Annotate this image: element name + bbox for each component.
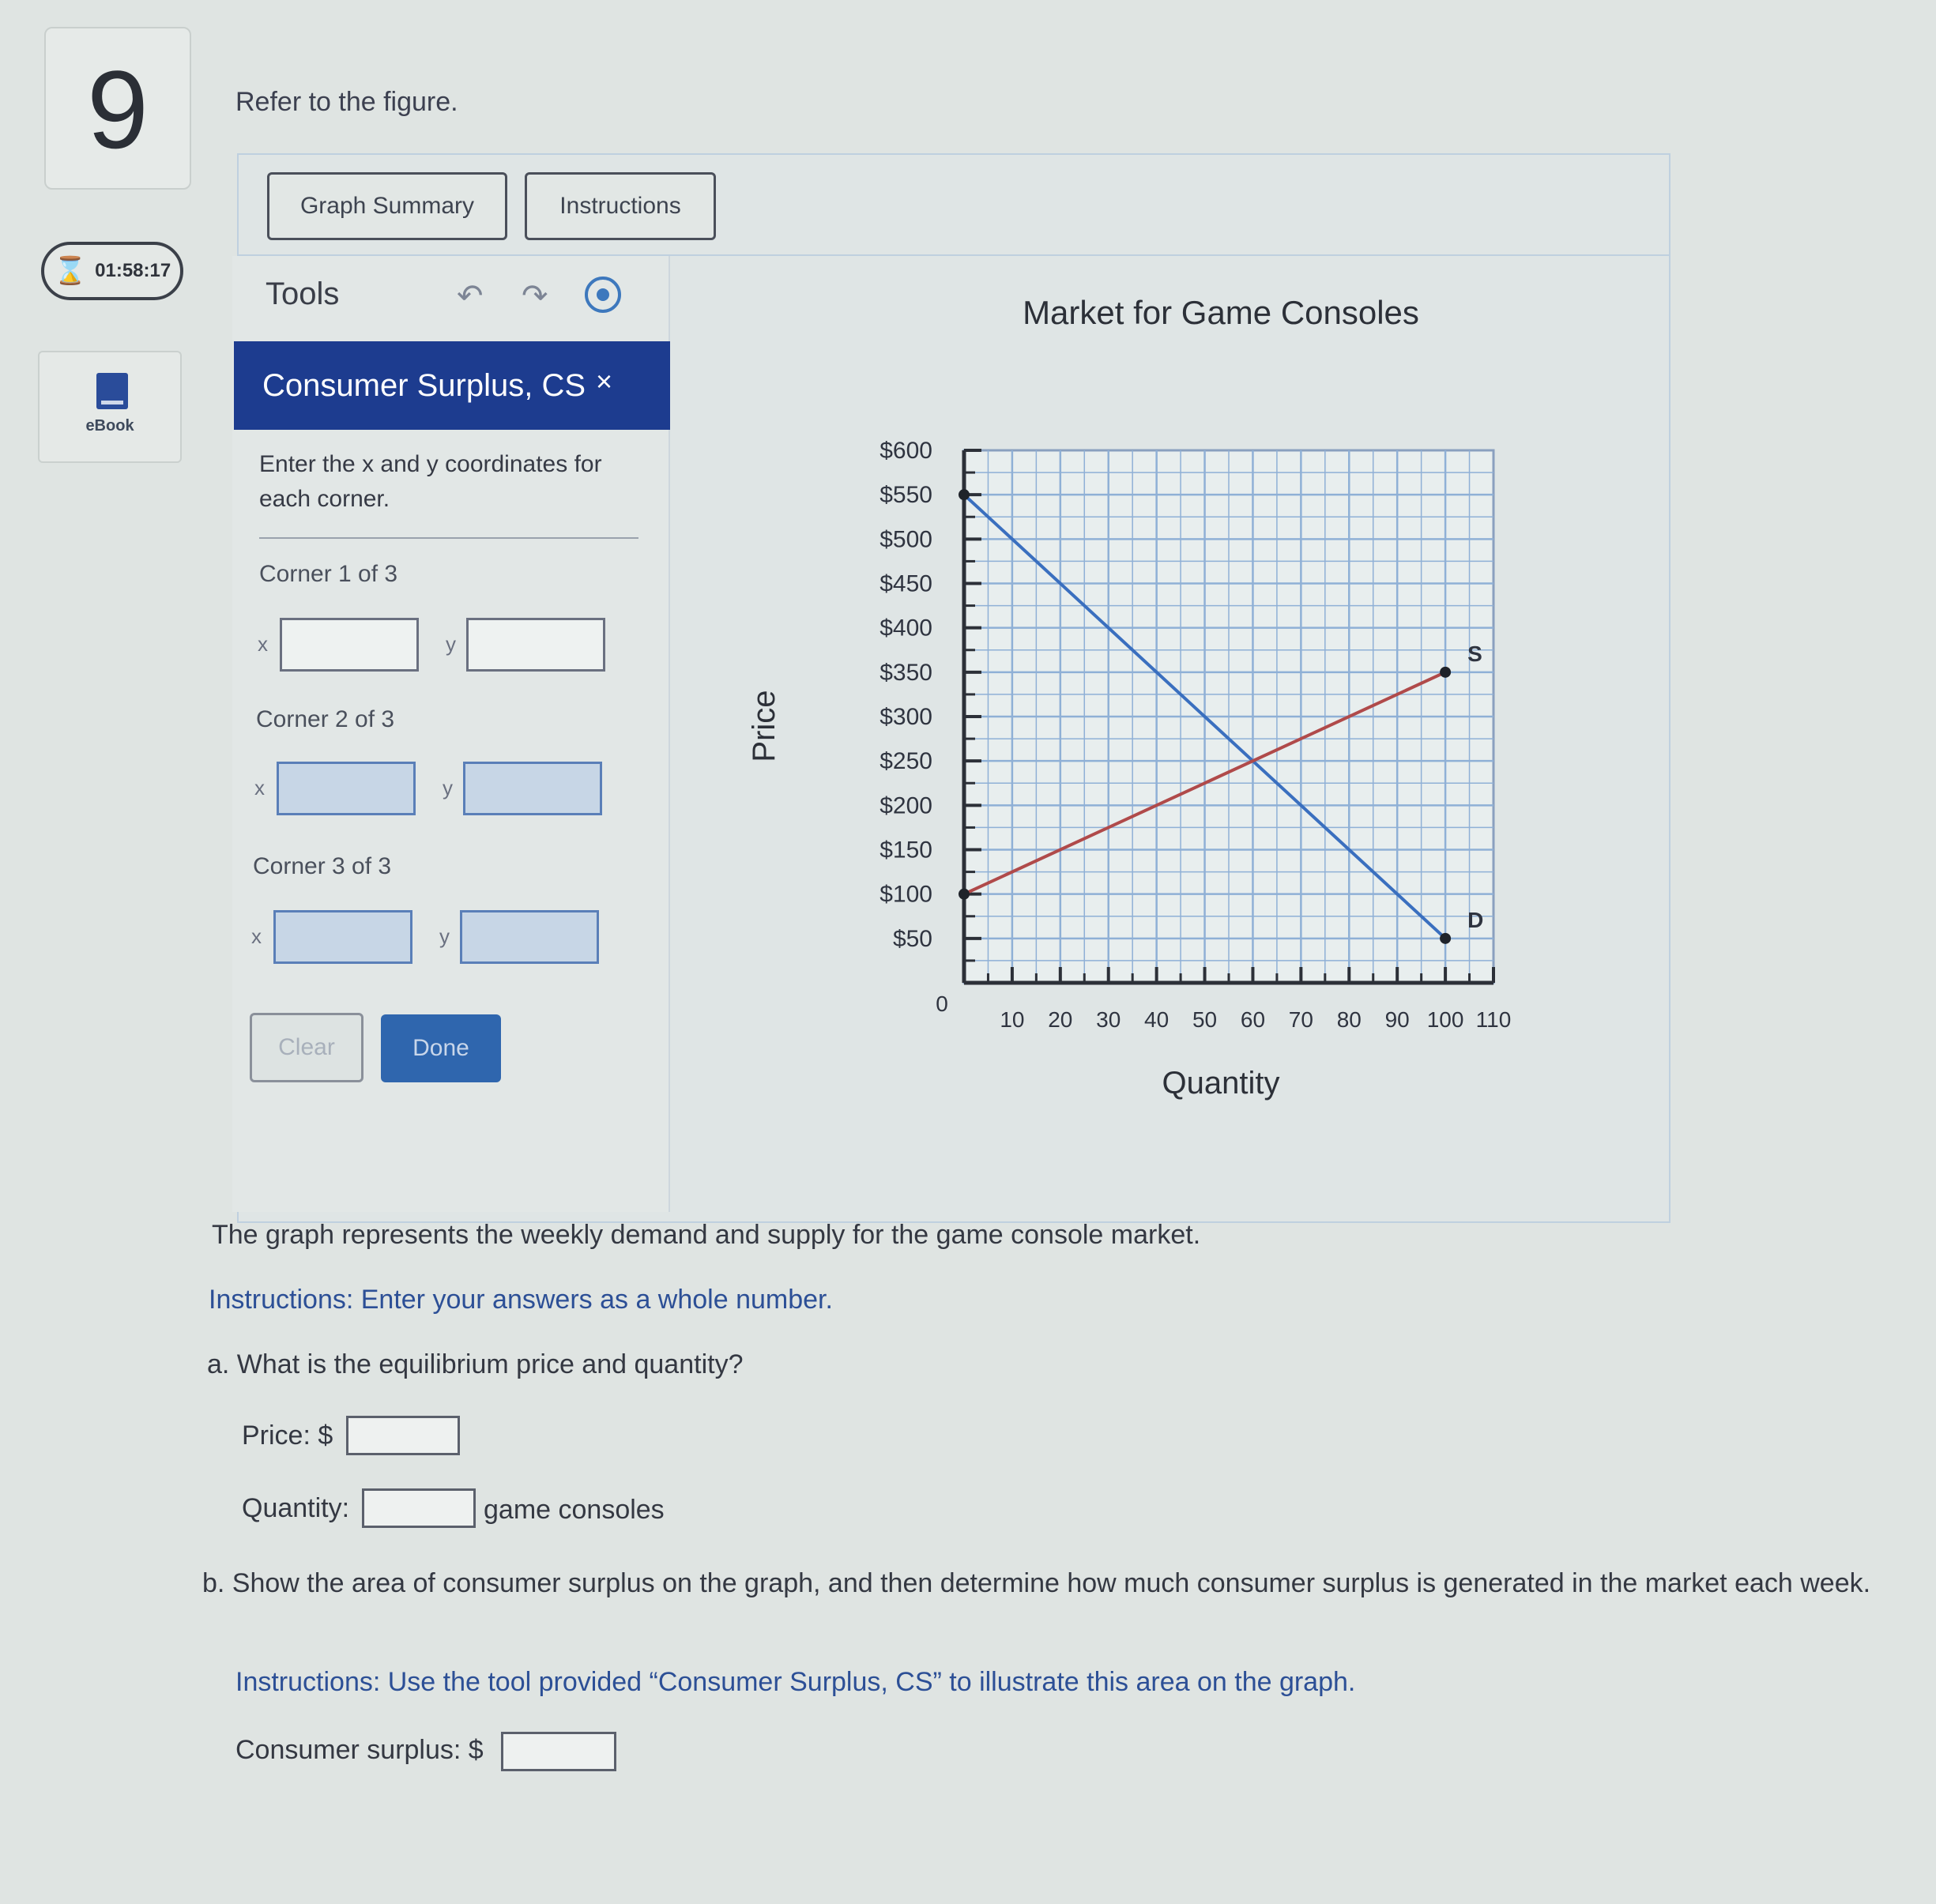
graph-summary-button[interactable]: Graph Summary [267, 172, 507, 240]
settings-icon[interactable] [585, 277, 621, 313]
price-label: Price: $ [242, 1420, 333, 1451]
instructions-b: Instructions: Use the tool provided “Consumer Surplus, CS” to illustrate this area on the graph. [235, 1667, 1356, 1697]
x-tick-label: 60 [1240, 1007, 1266, 1032]
clear-button[interactable]: Clear [250, 1013, 363, 1082]
curve-label-s: S [1467, 641, 1482, 666]
consumer-surplus-label: Consumer surplus: $ [235, 1735, 484, 1765]
hourglass-icon: ⌛ [53, 256, 88, 286]
question-number: 9 [44, 27, 191, 190]
x-tick-label: 30 [1096, 1007, 1121, 1032]
y-tick-label: $150 [879, 837, 932, 864]
quantity-input[interactable] [362, 1488, 476, 1528]
y-tick-label: $600 [879, 438, 932, 464]
close-icon[interactable]: × [596, 365, 613, 397]
ebook-button[interactable] [38, 351, 182, 463]
question-b: b. Show the area of consumer surplus on the graph, and then determine how much consumer surplus is generated in the market each week. [202, 1568, 1871, 1598]
x-tick-label: 50 [1192, 1007, 1218, 1032]
consumer-surplus-input[interactable] [501, 1732, 616, 1771]
redo-icon[interactable]: ↷ [522, 279, 548, 314]
market-graph[interactable] [672, 269, 1667, 1106]
y-tick-label: $50 [892, 925, 932, 952]
corner-2-y-label: y [443, 776, 453, 800]
quantity-label: Quantity: [242, 1493, 350, 1523]
timer[interactable] [41, 242, 183, 300]
corner-1-y-label: y [446, 632, 456, 656]
quantity-unit: game consoles [484, 1495, 665, 1525]
corner-2-x-label: x [254, 776, 265, 800]
corner-3-y-label: y [439, 924, 450, 948]
x-tick-label: 10 [1000, 1007, 1025, 1032]
corner-1-y-input[interactable] [466, 618, 605, 672]
grid-lines [964, 450, 1493, 983]
corner-2-label: Corner 2 of 3 [256, 706, 395, 732]
y-axis-label: Price [747, 690, 782, 762]
x-tick-label: 70 [1288, 1007, 1313, 1032]
origin-label: 0 [936, 992, 948, 1016]
corner-3-label: Corner 3 of 3 [253, 853, 392, 879]
instructions-button[interactable]: Instructions [525, 172, 716, 240]
curve-endpoint [1440, 933, 1451, 944]
y-tick-label: $550 [879, 482, 932, 509]
curve-endpoint [959, 489, 970, 500]
y-tick-label: $250 [879, 748, 932, 775]
corner-3-y-input[interactable] [460, 910, 599, 964]
corner-3-x-label: x [251, 924, 262, 948]
timer-value: 01:58:17 [95, 260, 171, 281]
corner-1-x-label: x [258, 632, 268, 656]
x-tick-label: 110 [1475, 1007, 1512, 1032]
corner-2-y-input[interactable] [463, 762, 602, 815]
x-tick-label: 40 [1144, 1007, 1170, 1032]
curve-endpoint [959, 889, 970, 900]
divider [259, 537, 638, 539]
book-icon [96, 373, 128, 409]
question-a: a. What is the equilibrium price and quantity? [207, 1349, 744, 1379]
x-tick-label: 90 [1384, 1007, 1410, 1032]
x-tick-label: 20 [1048, 1007, 1073, 1032]
y-tick-label: $350 [879, 659, 932, 686]
active-tool-label: Consumer Surplus, CS [262, 367, 586, 403]
y-tick-label: $500 [879, 526, 932, 553]
price-input[interactable] [346, 1416, 460, 1455]
corner-instructions: Enter the x and y coordinates for each corner. [259, 451, 602, 512]
undo-icon[interactable]: ↶ [457, 279, 484, 314]
tools-title: Tools [266, 277, 340, 311]
curve-label-d: D [1467, 907, 1484, 932]
x-tick-label: 80 [1336, 1007, 1362, 1032]
y-tick-label: $450 [879, 570, 932, 597]
x-axis-label: Quantity [1162, 1066, 1280, 1101]
y-tick-label: $300 [879, 704, 932, 730]
y-tick-label: $100 [879, 881, 932, 908]
chart-title: Market for Game Consoles [1023, 294, 1419, 331]
curve-endpoint [1440, 667, 1451, 678]
done-button[interactable]: Done [381, 1014, 501, 1082]
corner-1-label: Corner 1 of 3 [259, 561, 398, 587]
corner-3-x-input[interactable] [273, 910, 412, 964]
corner-1-x-input[interactable] [280, 618, 419, 672]
x-tick-label: 100 [1426, 1007, 1464, 1032]
y-tick-label: $400 [879, 615, 932, 642]
ebook-label: eBook [85, 417, 134, 435]
question-prompt: Refer to the figure. [235, 87, 458, 117]
y-tick-label: $200 [879, 792, 932, 819]
instructions-a: Instructions: Enter your answers as a whole number. [209, 1285, 833, 1315]
corner-2-x-input[interactable] [277, 762, 416, 815]
graph-description: The graph represents the weekly demand and supply for the game console market. [212, 1220, 1201, 1250]
